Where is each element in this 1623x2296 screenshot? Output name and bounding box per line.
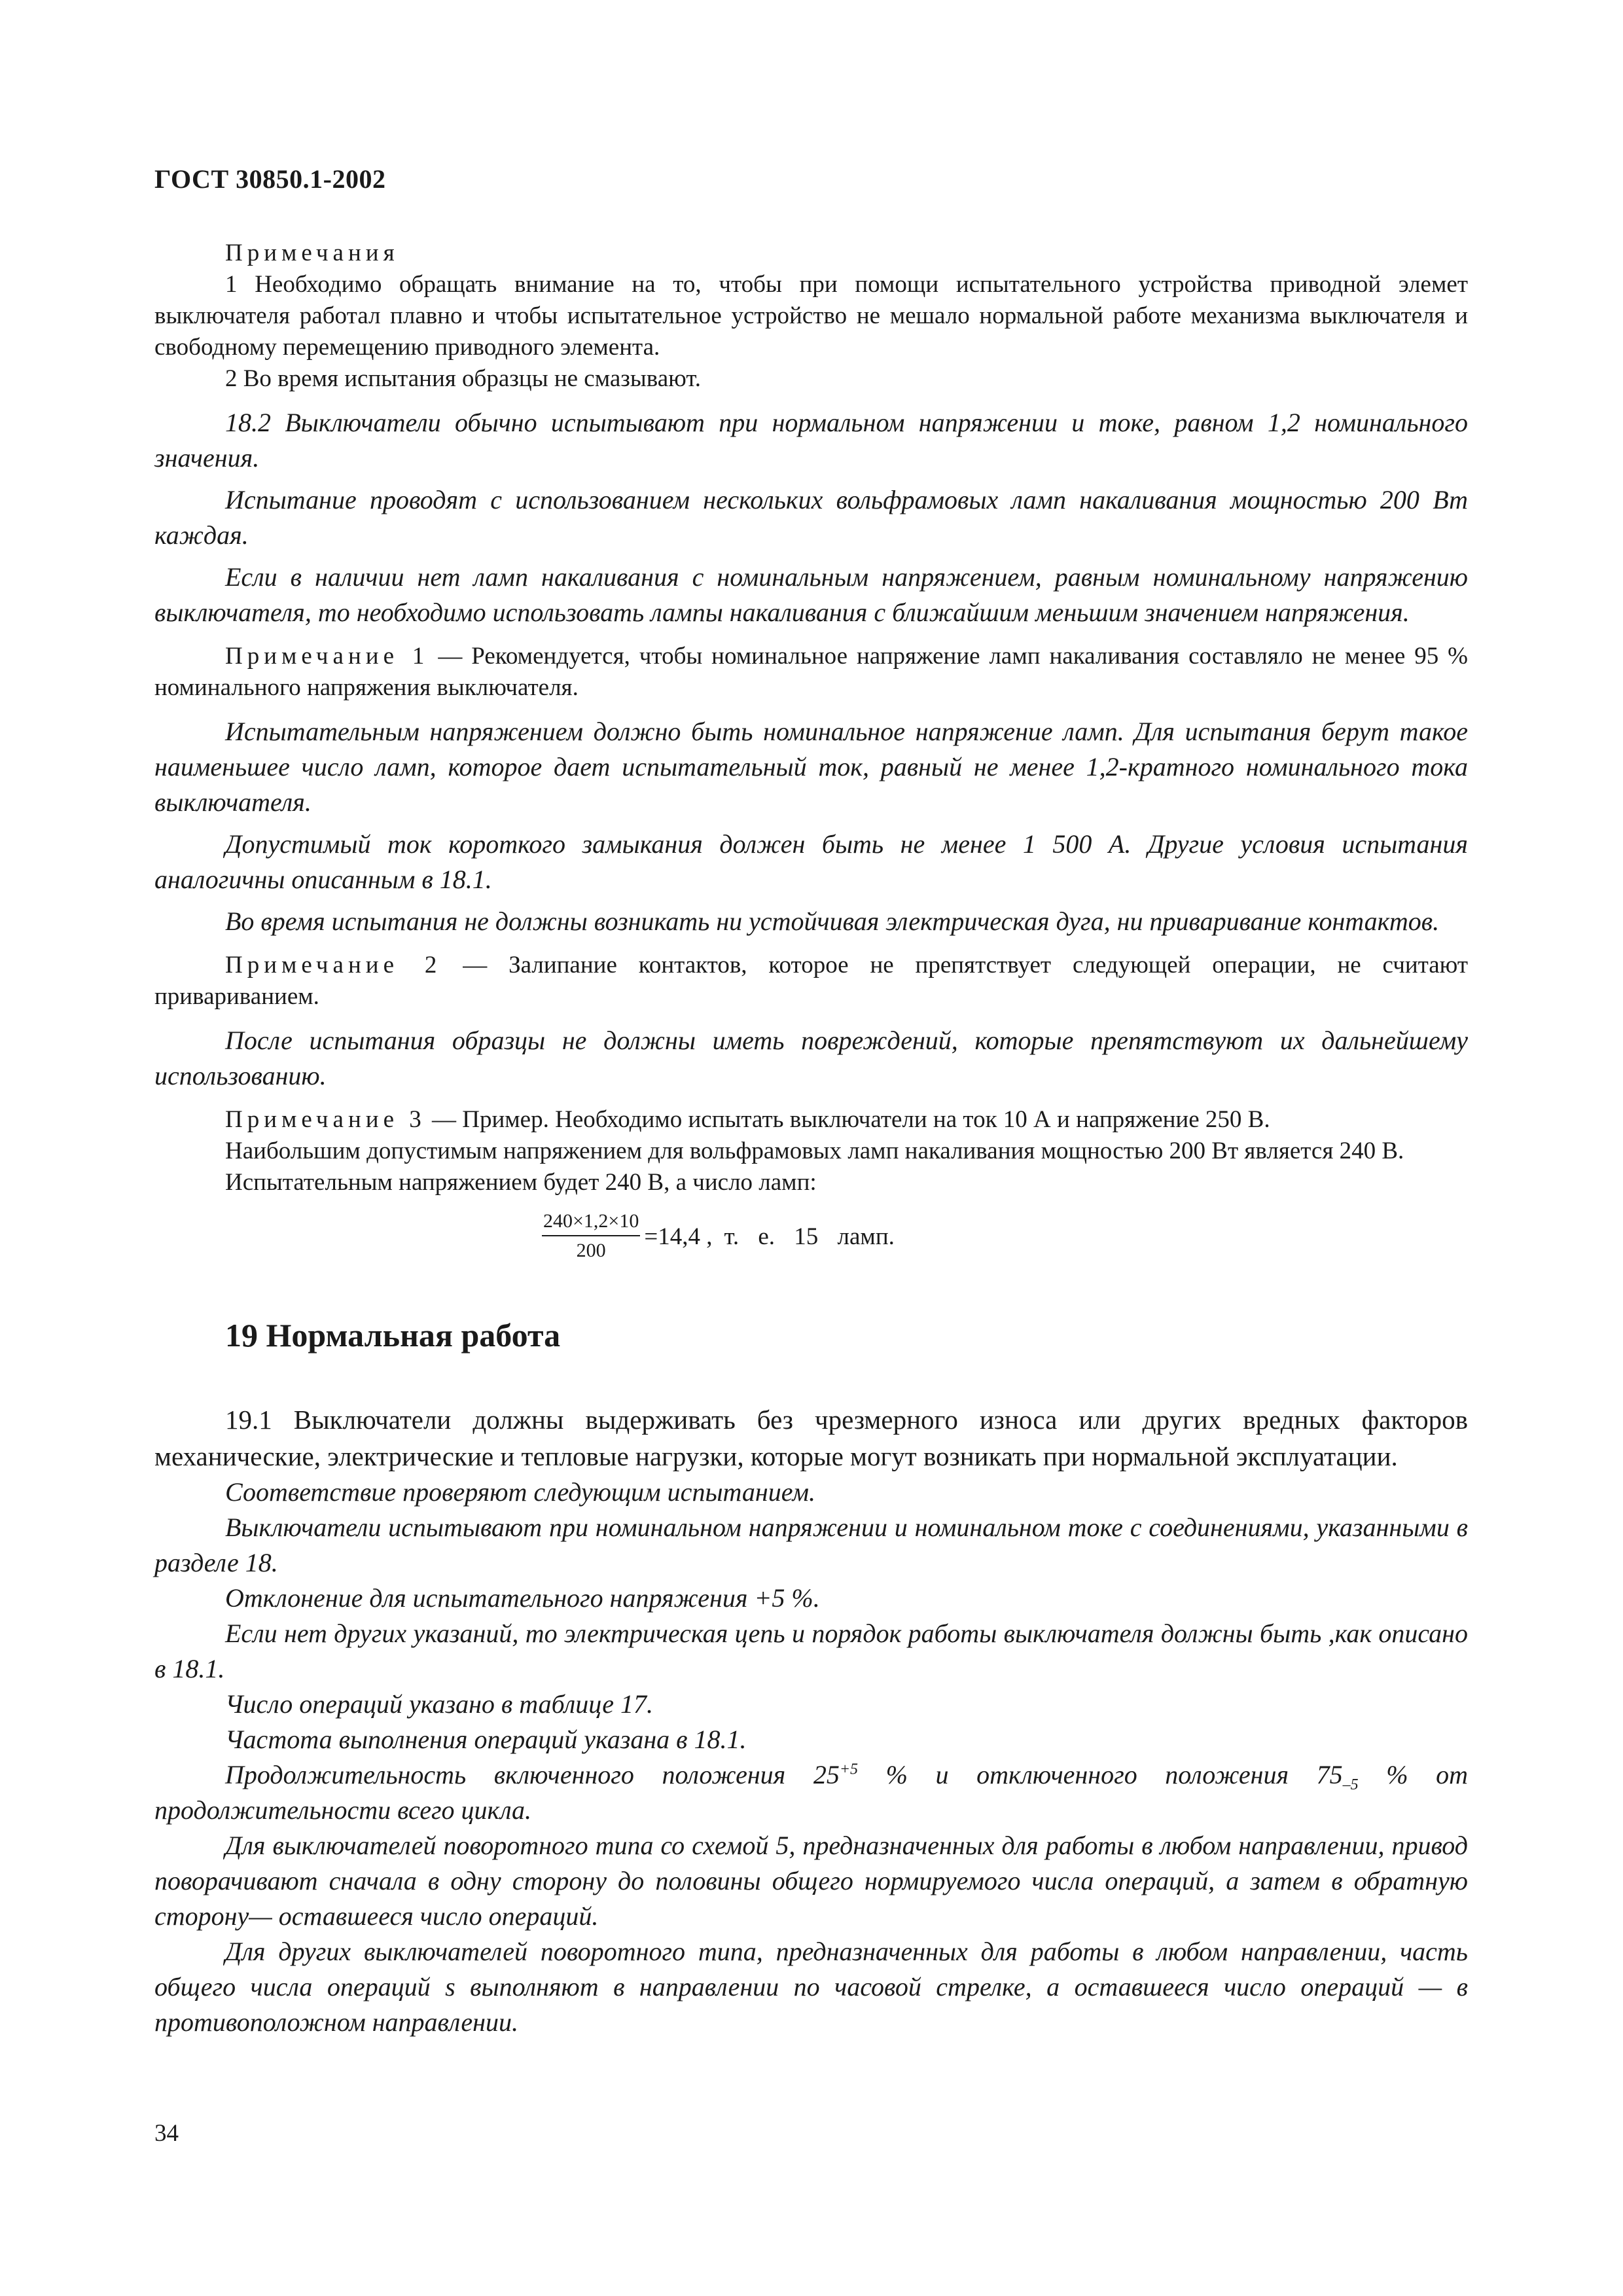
paragraph-rotary-other: Для других выключателей поворотного типа, предназначенных для работы в любом направлении, часть общего числа операций s выполняют в направлении по часовой стрелке, а оставшееся число операций — в противоположном направлении. <box>154 1937 1468 2037</box>
paragraph-operations-count: Число операций указано в таблице 17. <box>225 1689 653 1719</box>
note-label: Примечание 1 <box>225 643 429 670</box>
formula-numerator: 240×1,2×10 <box>542 1210 640 1236</box>
note-2: 2 Во время испытания образцы не смазывают. <box>225 365 701 392</box>
duration-sup: +5 <box>839 1761 859 1778</box>
duration-part-c: % от продолжительности всего цикла. <box>154 1760 1468 1825</box>
note-18-2-2 <box>154 950 1468 1013</box>
paragraph-voltage-tolerance: Отклонение для испытательного напряжения +5 %. <box>225 1583 820 1613</box>
paragraph-duration <box>154 1757 1468 1828</box>
document-page <box>154 164 1468 2040</box>
paragraph-circuit: Если нет других указаний, то электрическая цепь и порядок работы выключателя должны быть ,как описано в 18.1. <box>154 1619 1468 1683</box>
formula-tail: т. е. 15 ламп. <box>724 1223 895 1250</box>
paragraph-18-2: 18.2 Выключатели обычно испытывают при нормальном напряжении и токе, равном 1,2 номинального значения. <box>154 408 1468 473</box>
note-3-line-3: Испытательным напряжением будет 240 В, а число ламп: <box>225 1169 817 1196</box>
note-text: — Пример. Необходимо испытать выключатели на ток 10 А и напряжение 250 В. <box>425 1106 1270 1133</box>
paragraph-compliance: Соответствие проверяют следующим испытанием. <box>225 1477 816 1507</box>
duration-part-a: Продолжительность включенного положения 25 <box>225 1760 840 1789</box>
note-1: 1 Необходимо обращать внимание на то, чтобы при помощи испытательного устройства приводной элемет выключателя работал плавно и чтобы испытательное устройство не мешало нормальной работе механизма выключателя и свободному перемещению приводного элемента. <box>154 271 1468 361</box>
paragraph-arc: Во время испытания не должны возникать ни устойчивая электрическая дуга, ни приваривание контактов. <box>225 906 1440 936</box>
paragraph-test-voltage: Испытательным напряжением должно быть номинальное напряжение ламп. Для испытания берут такое наименьшее число ламп, которое дает испытательный ток, равный не менее 1,2-кратного номинального тока выключателя. <box>154 717 1468 817</box>
duration-sub: –5 <box>1342 1776 1359 1793</box>
paragraph-rated-test: Выключатели испытывают при номинальном напряжении и номинальном токе с соединениями, указанными в разделе 18. <box>154 1513 1468 1577</box>
paragraph-operations-rate: Частота выполнения операций указана в 18.1. <box>225 1725 747 1754</box>
paragraph-after-test: После испытания образцы не должны иметь повреждений, которые препятствуют их дальнейшему использованию. <box>154 1026 1468 1090</box>
paragraph-short-circuit: Допустимый ток короткого замыкания должен быть не менее 1 500 А. Другие условия испытания аналогичны описанным в 18.1. <box>154 829 1468 894</box>
document-header: ГОСТ 30850.1-2002 <box>154 164 386 194</box>
note-text: — Рекомендуется, чтобы номинальное напряжение ламп накаливания составляло не менее 95 % номинального напряжения выключателя. <box>154 643 1468 701</box>
duration-part-b: % и отключенного положения 75 <box>858 1760 1343 1789</box>
lamp-count-formula <box>542 1210 1468 1263</box>
page-number: 34 <box>154 2120 179 2147</box>
paragraph-rotary-scheme-5: Для выключателей поворотного типа со схемой 5, предназначенных для работы в любом направлении, привод поворачивают сначала в одну сторону до половины общего нормируемого числа операций, а затем в обратную сторону— оставшееся число операций. <box>154 1831 1468 1931</box>
paragraph-lamps: Испытание проводят с использованием нескольких вольфрамовых ламп накаливания мощностью 200 Вт каждая. <box>154 485 1468 550</box>
note-18-2-1 <box>154 641 1468 704</box>
formula-fraction <box>542 1210 640 1263</box>
note-3-line-2: Наибольшим допустимым напряжением для вольфрамовых ламп накаливания мощностью 200 Вт является 240 В. <box>225 1138 1404 1164</box>
paragraph-19-1: 19.1 Выключатели должны выдерживать без чрезмерного износа или других вредных факторов механические, электрические и тепловые нагрузки, которые могут возникать при нормальной эксплуатации. <box>154 1405 1468 1471</box>
formula-denominator: 200 <box>576 1240 606 1261</box>
note-text: — Залипание контактов, которое не препятствует следующей операции, не считают привариванием. <box>154 952 1468 1010</box>
notes-label: Примечания <box>225 240 399 266</box>
paragraph-no-lamps: Если в наличии нет ламп накаливания с номинальным напряжением, равным номинальному напряжению выключателя, то необходимо использовать лампы накаливания с ближайшим меньшим значением напряжения. <box>154 562 1468 627</box>
section-19-heading: 19 Нормальная работа <box>225 1317 561 1354</box>
note-18-2-3 <box>154 1104 1468 1136</box>
formula-result: =14,4 , <box>644 1223 713 1250</box>
note-label: Примечание 3 <box>225 1106 426 1133</box>
note-label: Примечание 2 <box>225 952 442 978</box>
